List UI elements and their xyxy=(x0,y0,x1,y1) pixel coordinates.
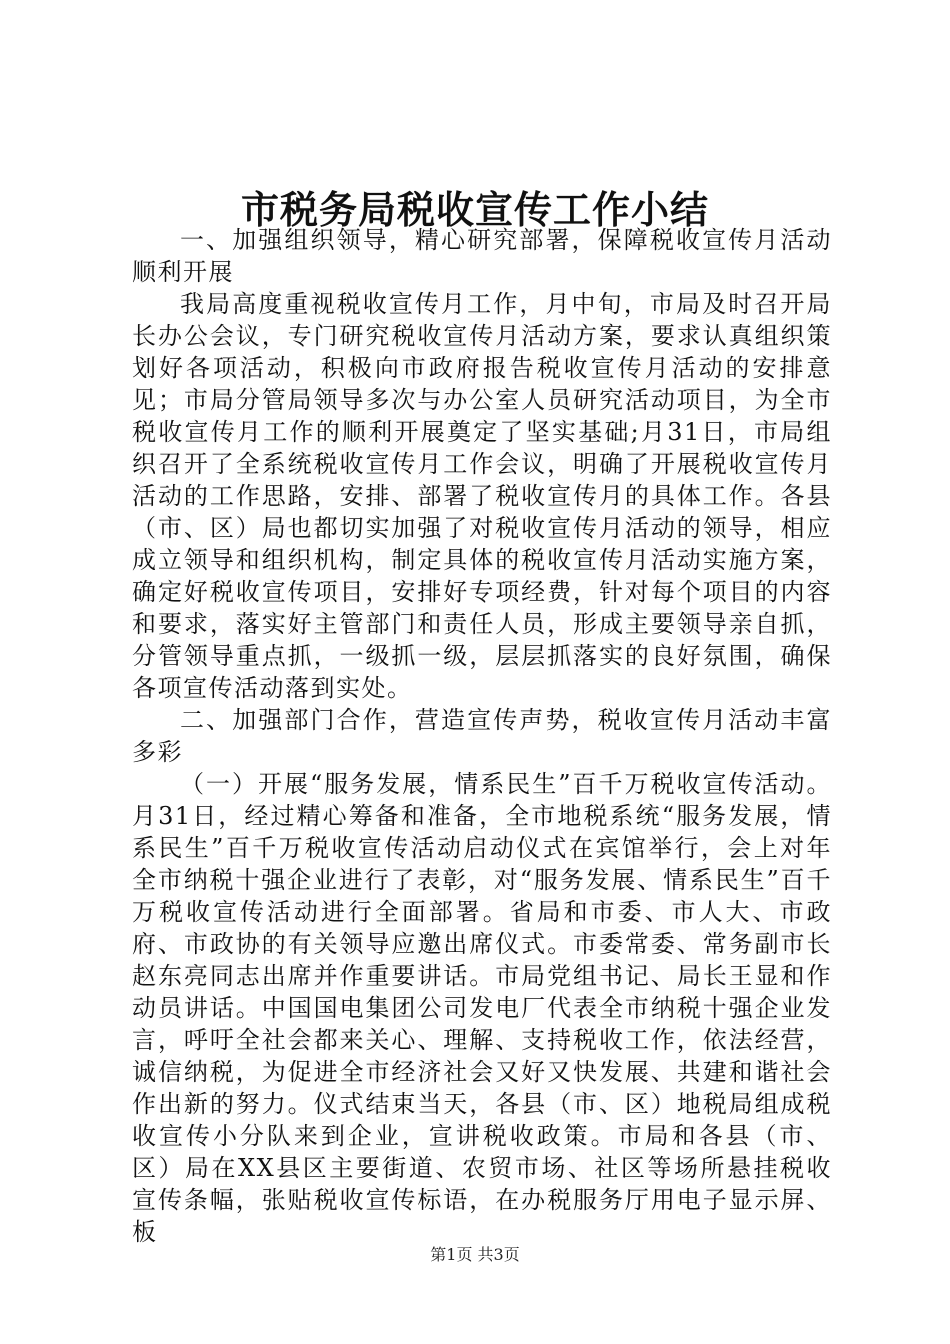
body-paragraph-1: 我局高度重视税收宣传月工作，月中旬，市局及时召开局长办公会议，专门研究税收宣传月活动方案，要求认真组织策划好各项活动，积极向市政府报告税收宣传月活动的安排意见；市局分管局领导多次与办公室人员研究活动项目，为全市税收宣传月工作的顺利开展奠定了坚实基础;月31日，市局组织召开了全系统税收宣传月工作会议，明确了开展税收宣传月活动的工作思路，安排、部署了税收宣传月的具体工作。各县（市、区）局也都切实加强了对税收宣传月活动的领导，相应成立领导和组织机构，制定具体的税收宣传月活动实施方案，确定好税收宣传项目，安排好专项经费，针对每个项目的内容和要求，落实好主管部门和责任人员，形成主要领导亲自抓，分管领导重点抓，一级抓一级，层层抓落实的良好氛围，确保各项宣传活动落到实处。 xyxy=(132,290,832,702)
document-title: 市税务局税收宣传工作小结 xyxy=(240,187,709,232)
document-body xyxy=(132,224,832,1248)
body-paragraph-2: （一）开展“服务发展，情系民生”百千万税收宣传活动。月31日，经过精心筹备和准备，全市地税系统“服务发展，情系民生”百千万税收宣传活动启动仪式在宾馆举行，会上对年全市纳税十强企业进行了表彰，对“服务发展、情系民生”百千万税收宣传活动进行全面部署。省局和市委、市人大、市政府、市政协的有关领导应邀出席仪式。市委常委、常务副市长赵东亮同志出席并作重要讲话。市局党组书记、局长王显和作动员讲话。中国国电集团公司发电厂代表全市纳税十强企业发言，呼吁全社会都来关心、理解、支持税收工作，依法经营，诚信纳税，为促进全市经济社会又好又快发展、共建和谐社会作出新的努力。仪式结束当天，各县（市、区）地税局组成税收宣传小分队来到企业，宣讲税收政策。市局和各县（市、区）局在XX县区主要街道、农贸市场、社区等场所悬挂税收宣传条幅，张贴税收宣传标语，在办税服务厅用电子显示屏、板 xyxy=(132,770,832,1246)
page-footer: 第1页 共3页 xyxy=(430,1245,520,1264)
section-heading-2: 二、加强部门合作，营造宣传声势，税收宣传月活动丰富多彩 xyxy=(132,706,832,766)
section-heading-1: 一、加强组织领导，精心研究部署，保障税收宣传月活动顺利开展 xyxy=(132,226,832,286)
